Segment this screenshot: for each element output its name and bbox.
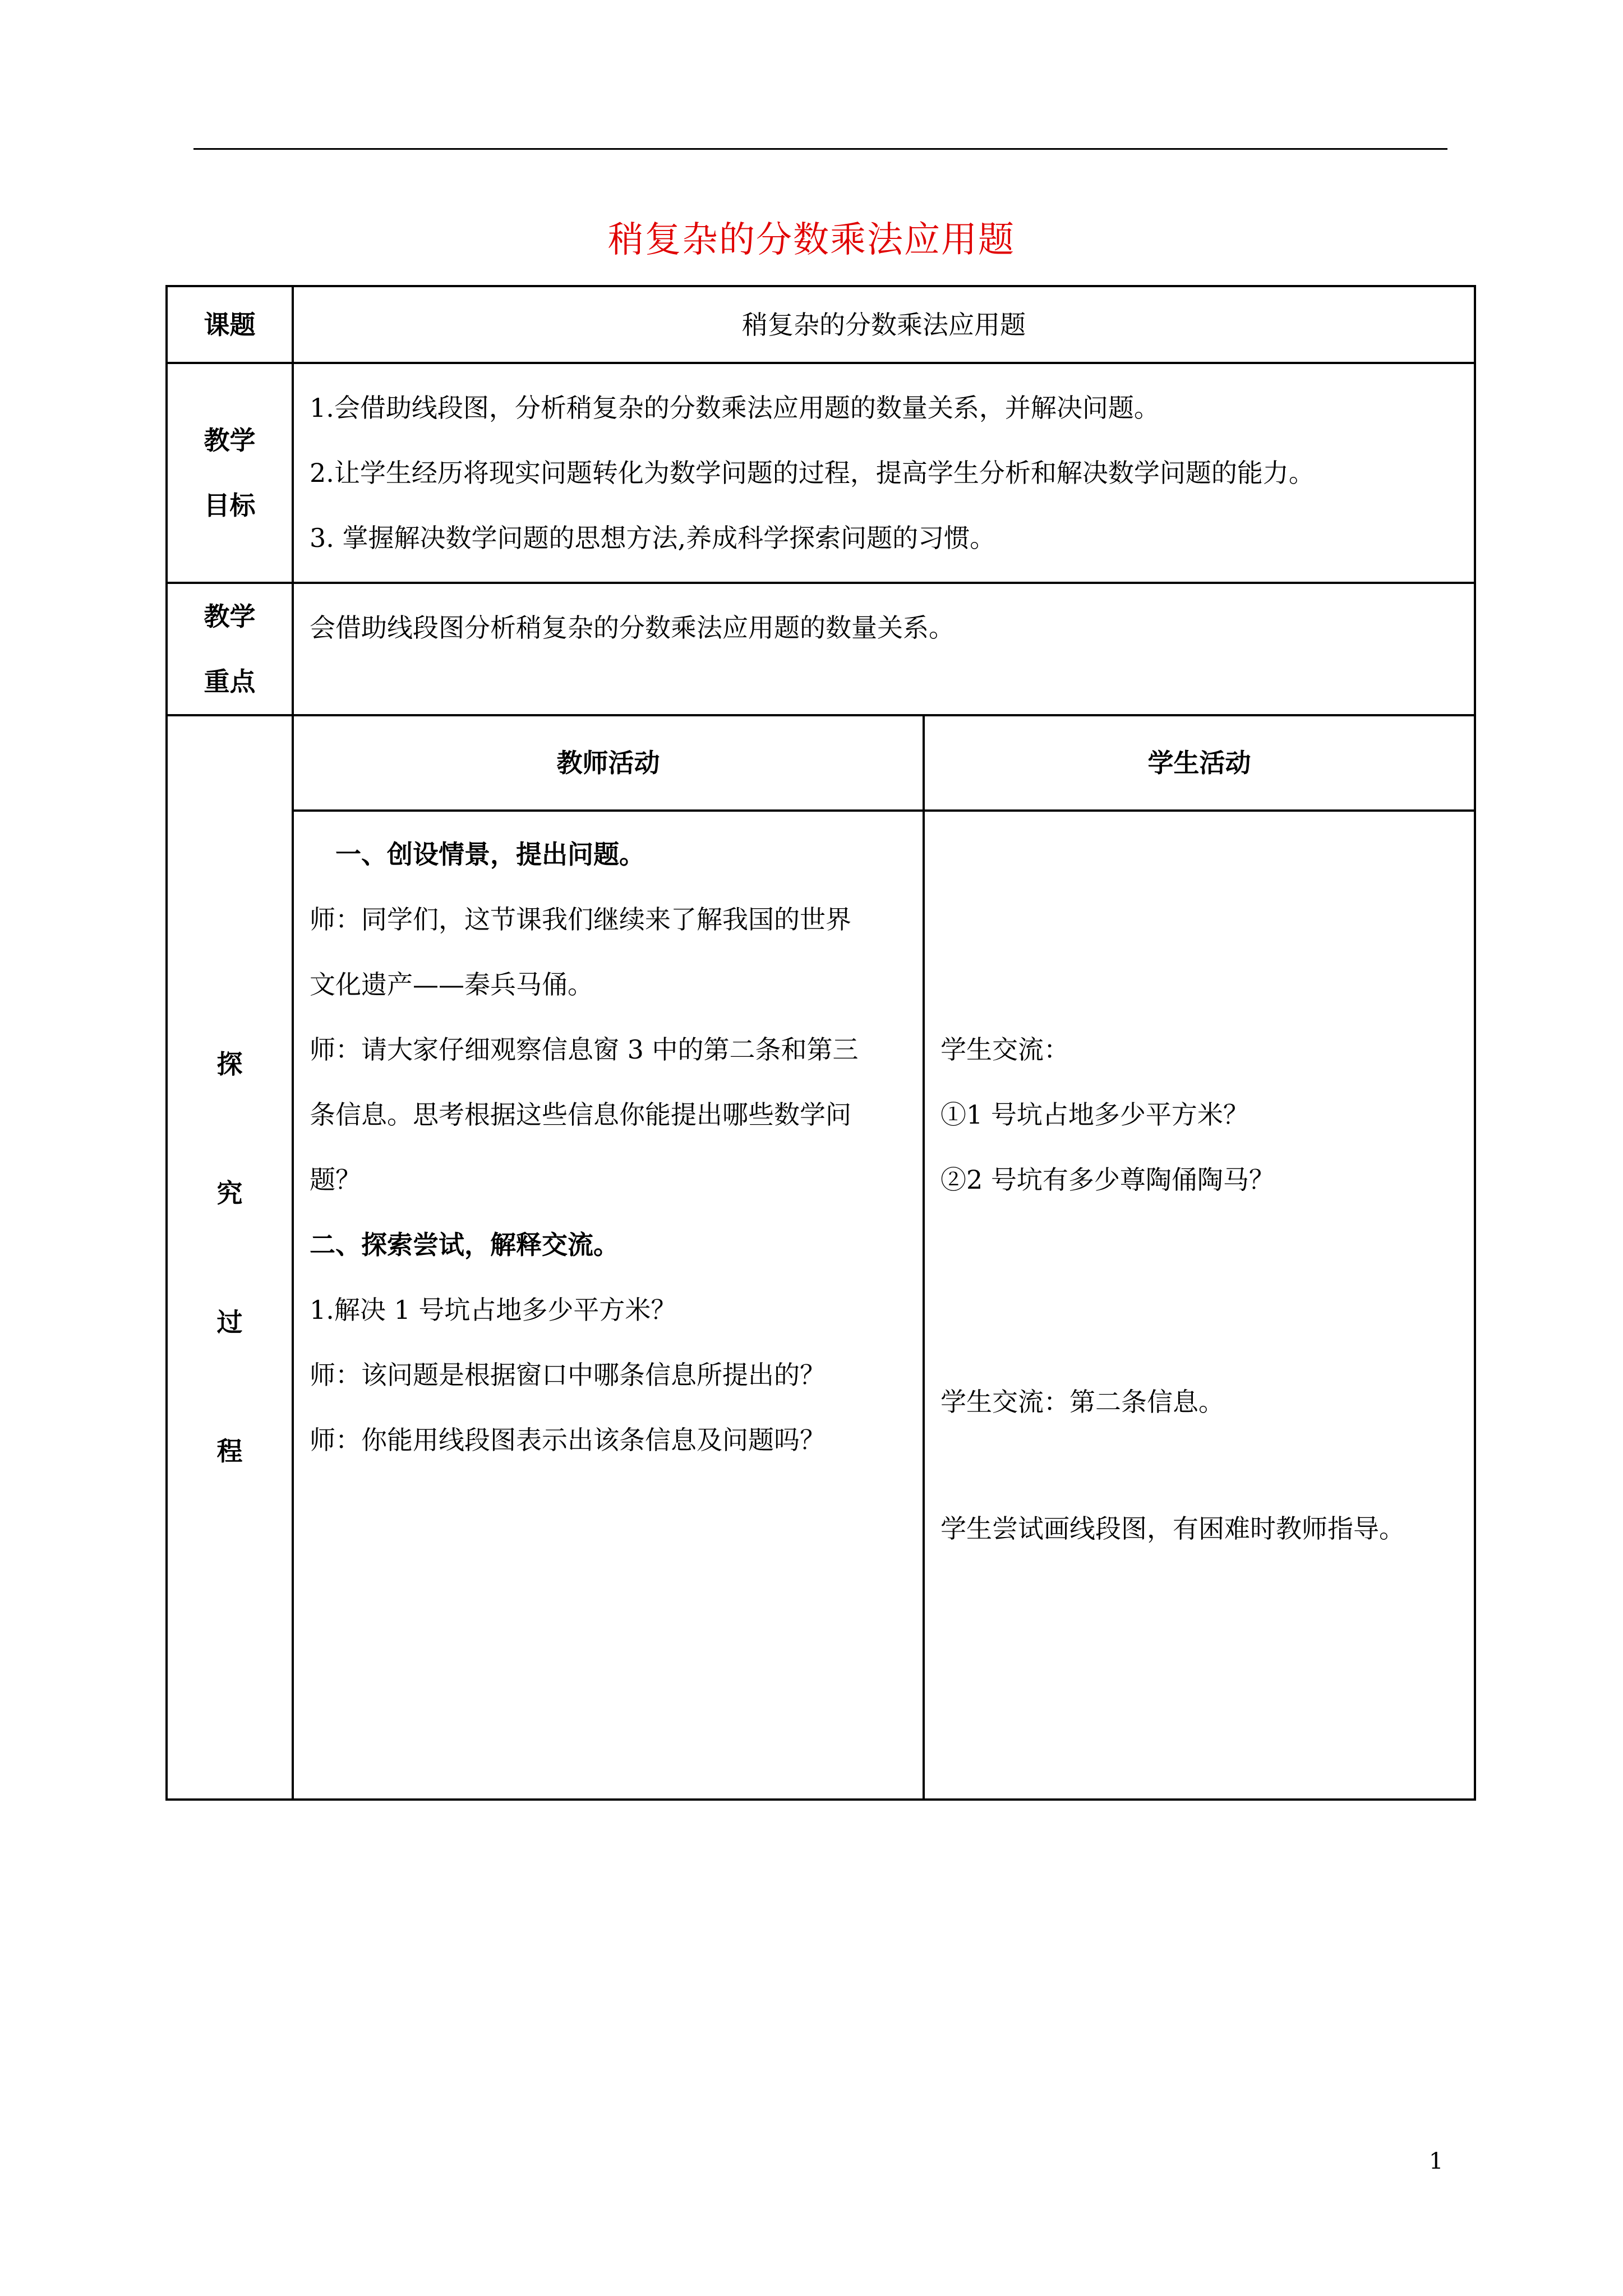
topic-value: 稍复杂的分数乘法应用题 bbox=[293, 286, 1475, 363]
teacher-activity-content bbox=[293, 811, 924, 1800]
focus-label-line-1: 教学 bbox=[204, 601, 256, 632]
teacher-activity-header: 教师活动 bbox=[293, 715, 924, 811]
process-label bbox=[167, 715, 293, 1800]
process-label-char-2: 究 bbox=[216, 1177, 243, 1208]
student-activity-header: 学生活动 bbox=[924, 715, 1475, 811]
teacher-line-1: 一、创设情景，提出问题。 bbox=[335, 839, 645, 869]
goals-label bbox=[167, 363, 293, 583]
teacher-line-6: 题？ bbox=[310, 1165, 361, 1195]
focus-label-line-2: 重点 bbox=[204, 666, 256, 697]
teacher-line-4: 师：请大家仔细观察信息窗 3 中的第二条和第三 bbox=[310, 1034, 859, 1065]
student-activity-content bbox=[924, 811, 1475, 1800]
header-rule bbox=[193, 148, 1447, 150]
goal-item-3: 3. 掌握解决数学问题的思想方法,养成科学探索问题的习惯。 bbox=[310, 523, 996, 553]
teacher-line-3: 文化遗产——秦兵马俑。 bbox=[310, 969, 593, 1000]
focus-row bbox=[167, 583, 1475, 715]
lesson-plan-table bbox=[165, 285, 1476, 1801]
topic-label: 课题 bbox=[167, 286, 293, 363]
student-question-2: ②2 号坑有多少尊陶俑陶马？ bbox=[940, 1165, 1275, 1195]
process-label-char-1: 探 bbox=[216, 1048, 243, 1079]
student-attempt: 学生尝试画线段图，有困难时教师指导。 bbox=[940, 1513, 1405, 1544]
goal-item-2: 2.让学生经历将现实问题转化为数学问题的过程，提高学生分析和解决数学问题的能力。 bbox=[310, 458, 1315, 488]
process-label-char-4: 程 bbox=[216, 1435, 243, 1466]
goals-row bbox=[167, 363, 1475, 583]
goals-label-line-2: 目标 bbox=[204, 490, 256, 521]
process-label-char-3: 过 bbox=[216, 1306, 243, 1337]
goals-content bbox=[293, 363, 1475, 583]
focus-label bbox=[167, 583, 293, 715]
topic-row bbox=[167, 286, 1475, 363]
process-content-row bbox=[167, 811, 1475, 1800]
document-title: 稍复杂的分数乘法应用题 bbox=[608, 219, 1015, 261]
teacher-line-7: 二、探索尝试，解释交流。 bbox=[310, 1230, 619, 1260]
teacher-line-2: 师：同学们，这节课我们继续来了解我国的世界 bbox=[310, 904, 851, 935]
process-header-row bbox=[167, 715, 1475, 811]
student-question-1: ①1 号坑占地多少平方米？ bbox=[940, 1099, 1249, 1130]
teacher-line-10: 师：你能用线段图表示出该条信息及问题吗？ bbox=[310, 1425, 826, 1455]
teacher-line-9: 师：该问题是根据窗口中哪条信息所提出的？ bbox=[310, 1360, 826, 1390]
goal-item-1: 1.会借助线段图，分析稍复杂的分数乘法应用题的数量关系，并解决问题。 bbox=[310, 393, 1160, 423]
student-exchange-label: 学生交流： bbox=[940, 1034, 1069, 1065]
teacher-line-5: 条信息。思考根据这些信息你能提出哪些数学问 bbox=[310, 1099, 851, 1130]
student-answer: 学生交流：第二条信息。 bbox=[940, 1387, 1224, 1417]
goals-label-line-1: 教学 bbox=[204, 425, 256, 455]
teacher-line-8: 1.解决 1 号坑占地多少平方米？ bbox=[310, 1295, 677, 1325]
page-number: 1 bbox=[1429, 2148, 1444, 2174]
focus-content: 会借助线段图分析稍复杂的分数乘法应用题的数量关系。 bbox=[293, 583, 1475, 715]
